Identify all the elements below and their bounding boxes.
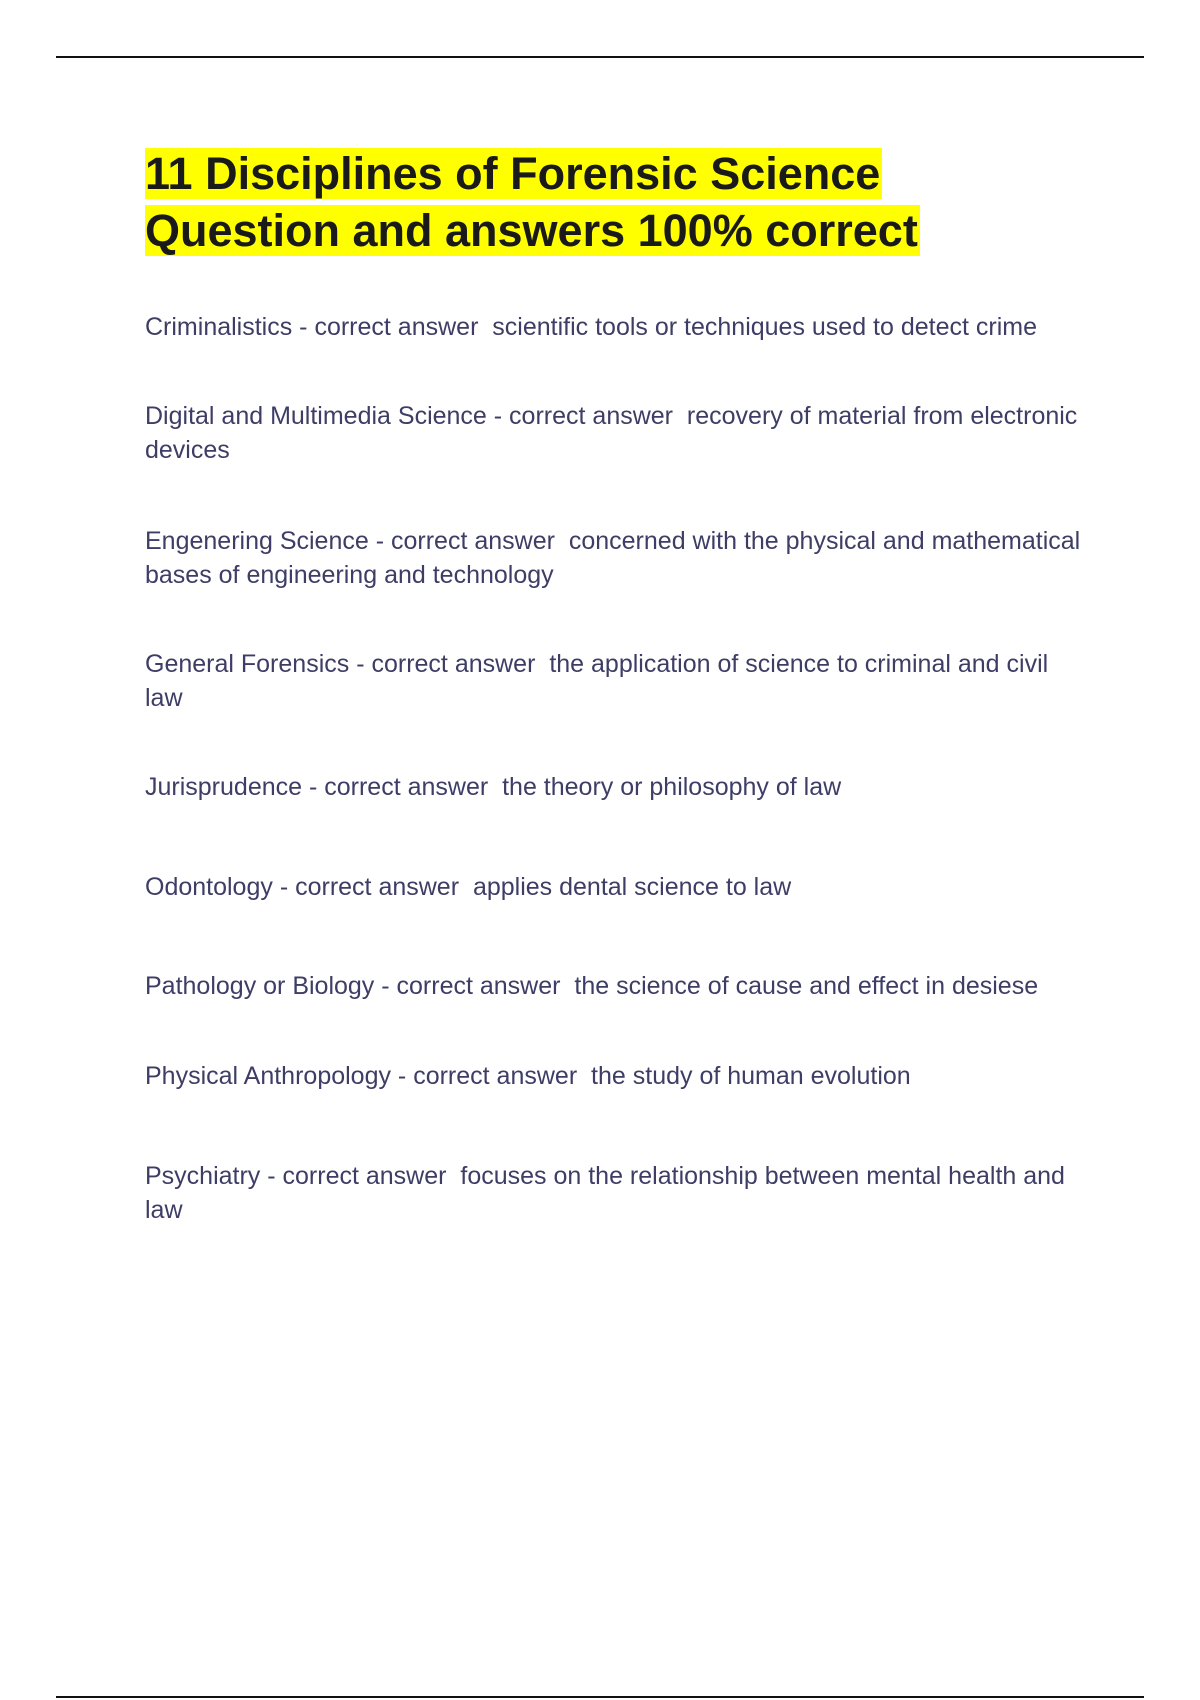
entry-jurisprudence — [145, 770, 1085, 804]
entry-definition: the application of science to criminal and civil law — [145, 650, 1049, 712]
entry-term: Engenering Science — [145, 527, 369, 555]
entry-separator: - correct answer — [272, 873, 473, 901]
entry-pathology-biology — [145, 969, 1085, 1003]
entry-criminalistics — [145, 310, 1085, 344]
entry-definition: the science of cause and effect in desiese — [574, 972, 1039, 1000]
entry-engineering-science — [145, 524, 1085, 592]
entry-definition: concerned with the physical and mathematical bases of engineering and technology — [145, 527, 1081, 589]
entry-separator: - correct answer — [302, 773, 503, 801]
entry-definition: the study of human evolution — [591, 1062, 911, 1090]
entry-term: Psychiatry — [145, 1162, 261, 1190]
entry-separator: - correct answer — [292, 313, 493, 341]
entry-term: Pathology or Biology — [145, 972, 375, 1000]
entry-term: Jurisprudence — [145, 773, 303, 801]
entry-psychiatry — [145, 1159, 1085, 1227]
title-line-2: Question and answers 100% correct — [145, 205, 918, 256]
entry-separator: - correct answer — [374, 972, 575, 1000]
entry-separator: - correct answer — [349, 650, 550, 678]
entry-definition: recovery of material from electronic devices — [145, 402, 1078, 464]
entry-odontology — [145, 870, 1085, 904]
header-rule — [56, 56, 1144, 58]
entry-definition: the theory or philosophy of law — [502, 773, 842, 801]
entry-term: Physical Anthropology — [145, 1062, 391, 1090]
entry-separator: - correct answer — [390, 1062, 592, 1090]
entry-term: Digital and Multimedia Science — [145, 402, 487, 430]
entry-separator: - correct answer — [368, 527, 569, 555]
entry-definition: focuses on the relationship between mental health and law — [145, 1162, 1065, 1224]
entry-term: General Forensics — [145, 650, 350, 678]
document-body — [145, 145, 1085, 1227]
entry-definition: scientific tools or techniques used to detect crime — [492, 313, 1038, 341]
document-title — [145, 145, 1085, 259]
entry-separator: - correct answer — [260, 1162, 461, 1190]
entry-separator: - correct answer — [486, 402, 687, 430]
entry-general-forensics — [145, 647, 1085, 715]
entry-digital-multimedia — [145, 399, 1085, 467]
title-line-1: 11 Disciplines of Forensic Science — [145, 148, 881, 199]
entries-list — [145, 310, 1085, 1227]
entry-term: Criminalistics — [145, 313, 293, 341]
entry-physical-anthropology — [145, 1059, 1085, 1093]
entry-definition: applies dental science to law — [472, 873, 792, 901]
entry-term: Odontology — [145, 873, 273, 901]
footer-rule — [56, 1696, 1144, 1698]
